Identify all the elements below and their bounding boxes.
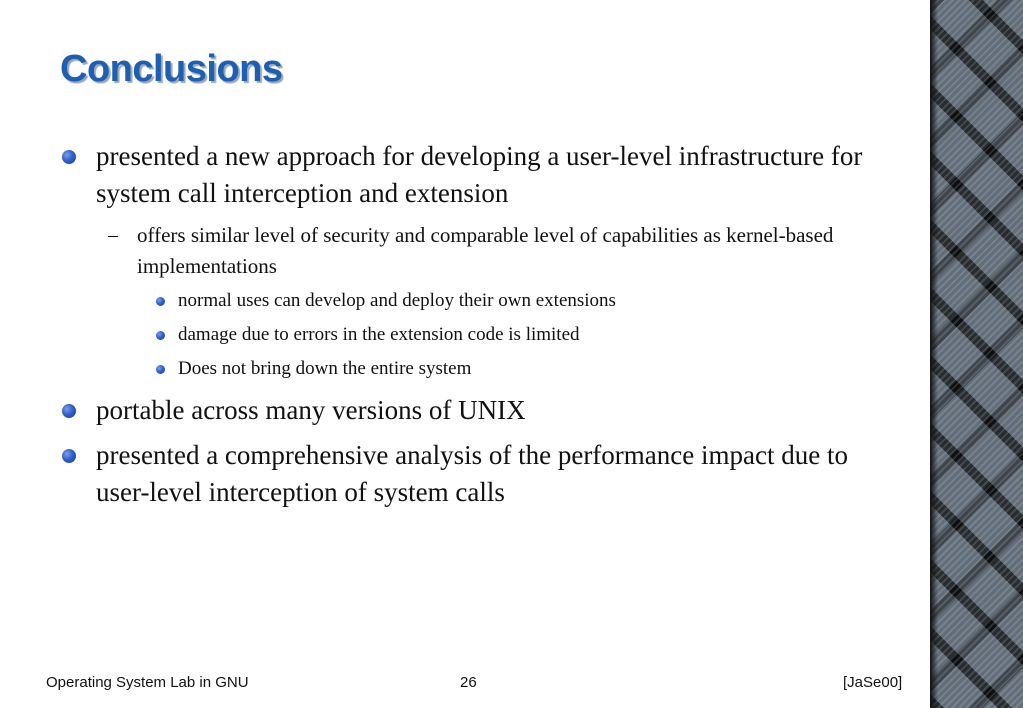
sub-sub-bullet-item: Does not bring down the entire system bbox=[178, 358, 472, 379]
bullet-item: presented a comprehensive analysis of the performance impact due to user-level interception of system calls bbox=[96, 440, 848, 507]
bullet-dot-icon bbox=[62, 449, 76, 463]
bullet-item: portable across many versions of UNIX bbox=[96, 395, 526, 425]
footer-left-label: Operating System Lab in GNU bbox=[46, 674, 249, 691]
dash-icon: – bbox=[108, 224, 118, 246]
sub-sub-bullet-item: normal uses can develop and deploy their own extensions bbox=[178, 290, 616, 311]
sub-sub-bullet-dot-icon bbox=[156, 365, 165, 374]
sub-sub-bullet-dot-icon bbox=[156, 297, 165, 306]
sub-sub-bullet-item: damage due to errors in the extension code is limited bbox=[178, 324, 580, 345]
bullet-item: presented a new approach for developing a user-level infrastructure for system call interception and extension bbox=[96, 141, 863, 208]
bullet-dot-icon bbox=[62, 150, 76, 164]
decorative-side-shadow bbox=[930, 0, 938, 708]
bullet-dot-icon bbox=[62, 404, 76, 418]
sub-bullet-item: offers similar level of security and comparable level of capabilities as kernel-based implementations bbox=[137, 223, 834, 278]
sub-sub-bullet-dot-icon bbox=[156, 331, 165, 340]
footer-right-label: [JaSe00] bbox=[843, 674, 903, 691]
footer-page-number: 26 bbox=[460, 674, 477, 691]
slide-title: Conclusions bbox=[60, 48, 283, 90]
decorative-side-texture bbox=[930, 0, 1023, 708]
